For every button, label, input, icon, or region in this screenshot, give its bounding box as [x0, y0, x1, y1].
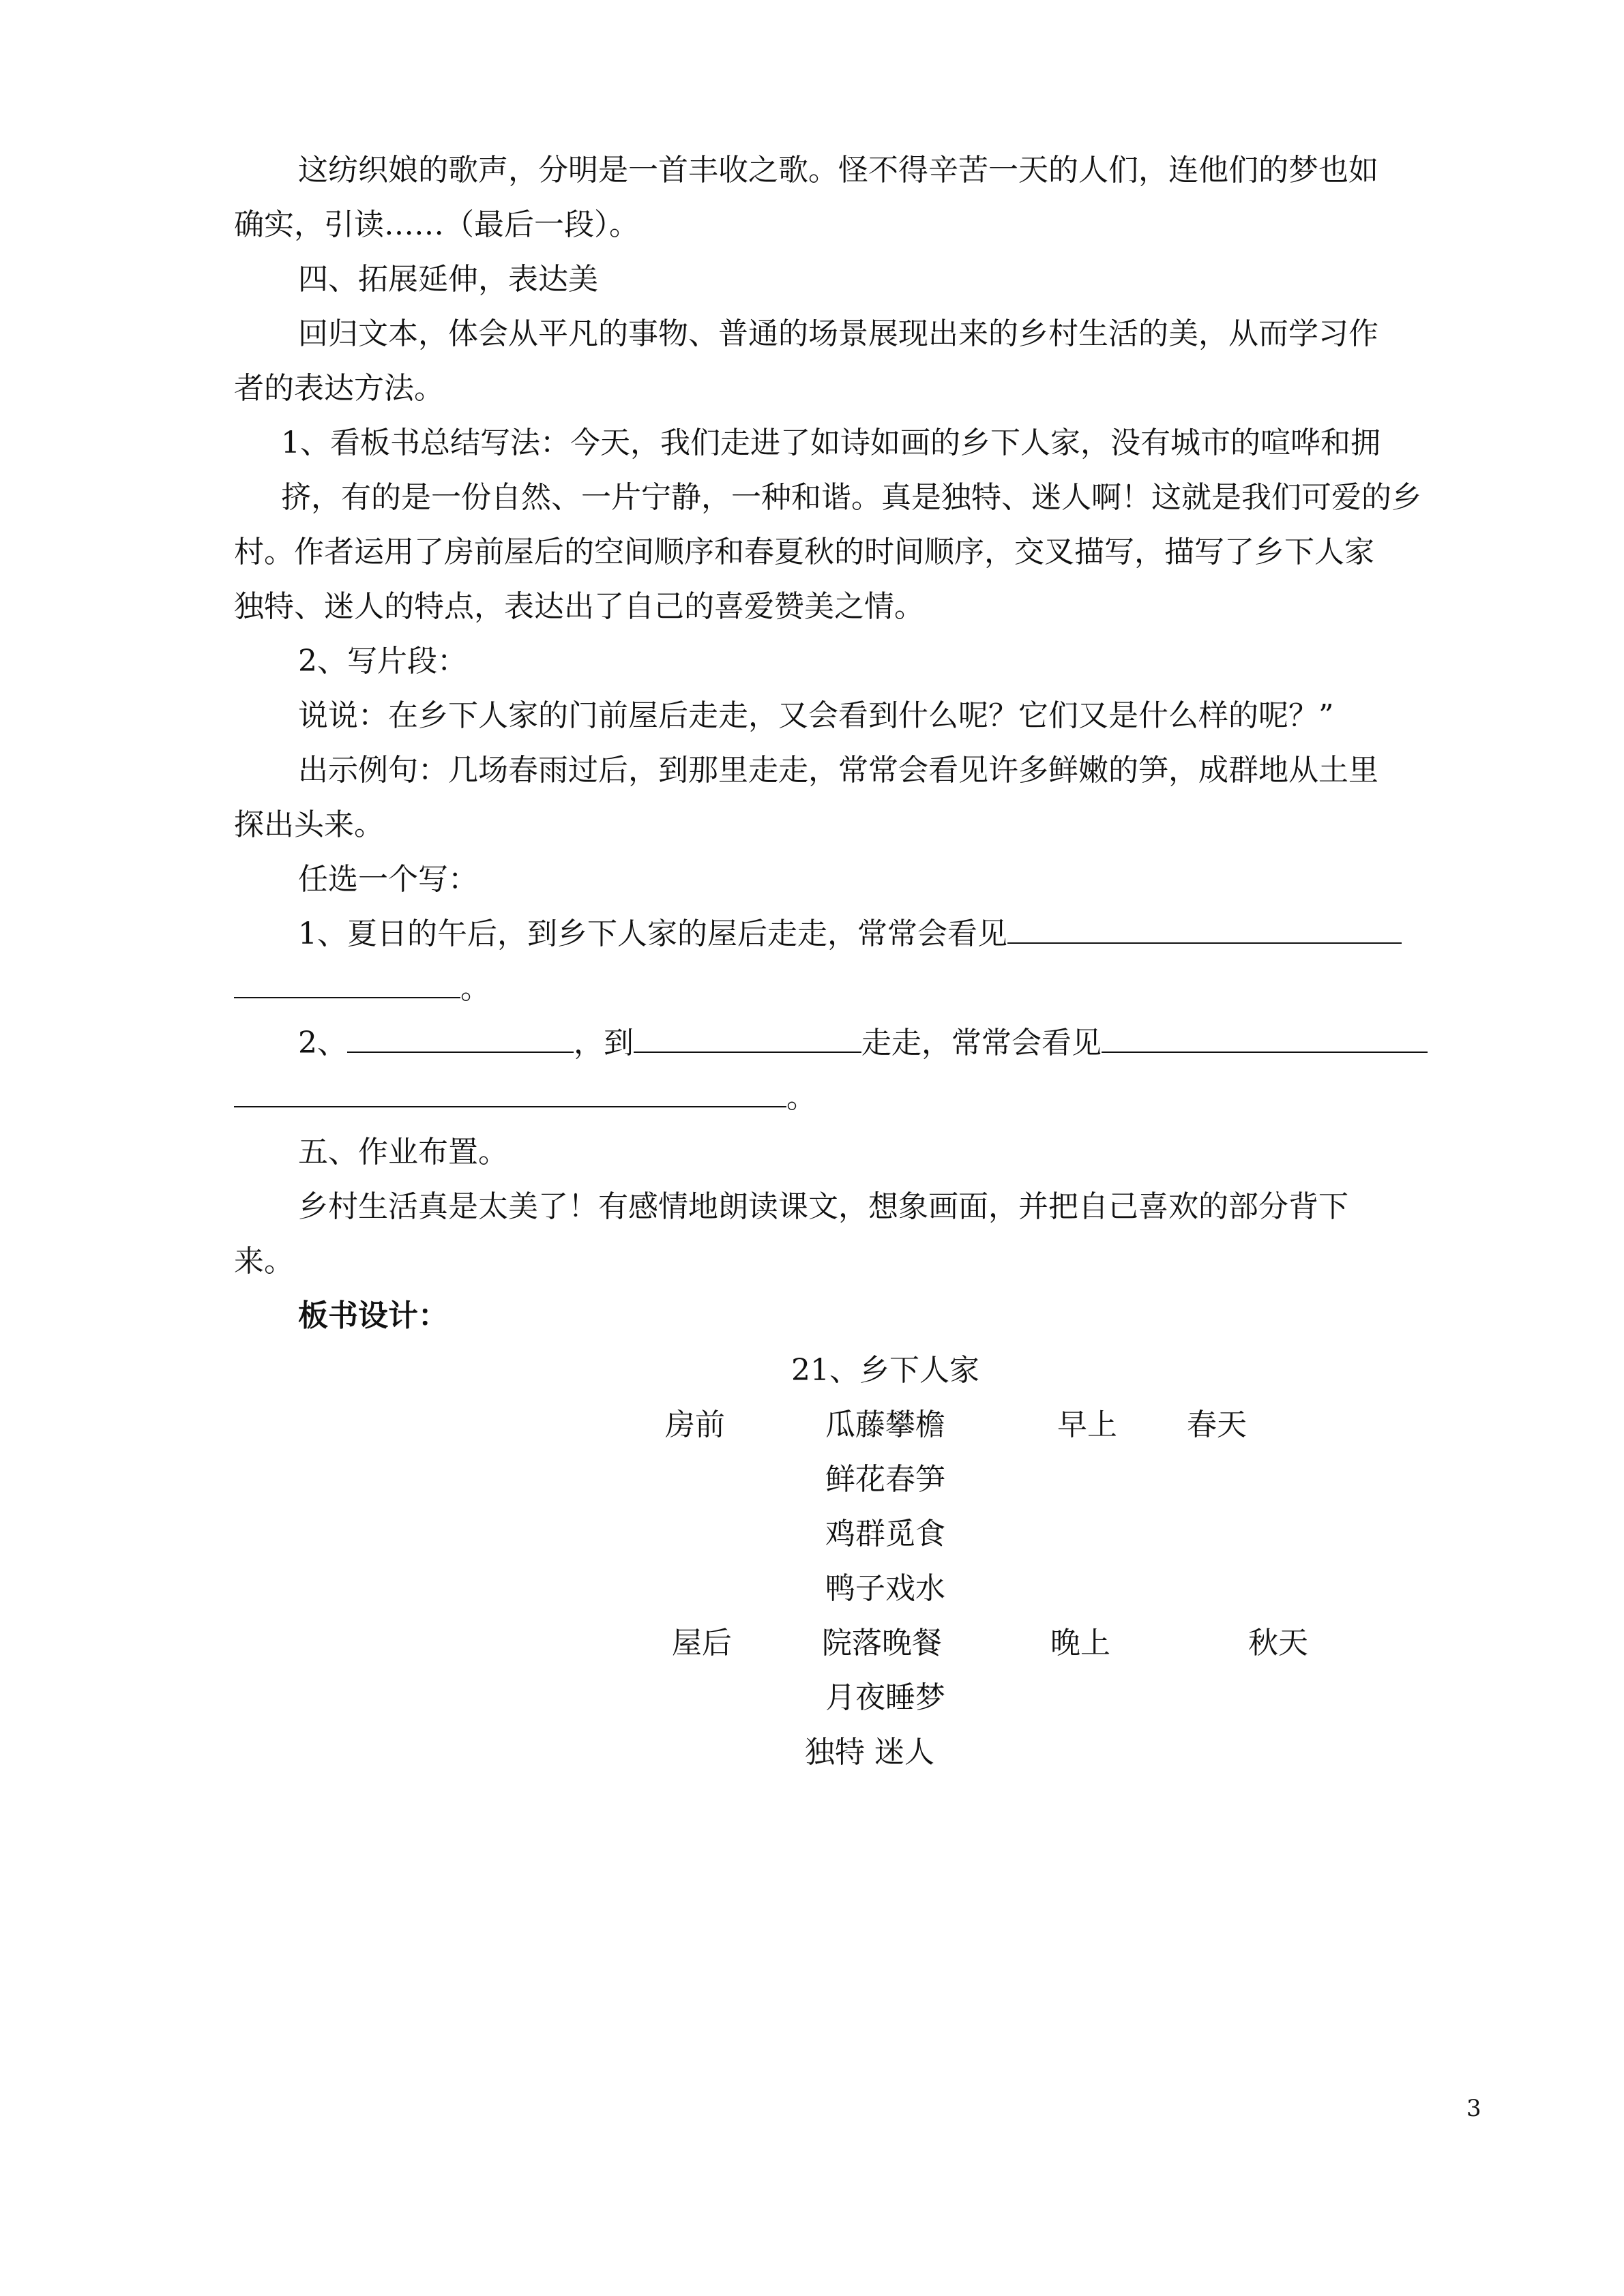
- exercise-2-continued: [234, 1079, 816, 1117]
- paragraph-line: 挤，有的是一份自然、一片宁静，一种和谐。真是独特、迷人啊！这就是我们可爱的乡: [281, 480, 1421, 515]
- paragraph-line: 任选一个写：: [298, 862, 478, 897]
- paragraph-line: 确实，引读……（最后一段）。: [234, 207, 639, 242]
- fill-blank: [234, 1079, 786, 1107]
- fill-blank: [634, 1024, 861, 1053]
- exercise-2-to: ，到: [574, 1026, 634, 1060]
- paragraph-line: 回归文本，体会从平凡的事物、普通的场景展现出来的乡村生活的美，从而学习作: [298, 316, 1378, 351]
- paragraph-line: 说说：在乡下人家的门前屋后走走，又会看到什么呢？它们又是什么样的呢？”: [298, 698, 1334, 733]
- board-spring: 春天: [1187, 1407, 1247, 1442]
- paragraph-line: 出示例句：几场春雨过后，到那里走走，常常会看见许多鲜嫩的笋，成群地从土里: [298, 753, 1378, 788]
- exercise-1-end: 。: [460, 971, 490, 1006]
- page-number: 3: [1466, 2095, 1481, 2122]
- exercise-2-end: 。: [786, 1080, 816, 1115]
- board-summary: 独特 迷人: [805, 1735, 934, 1770]
- fill-blank: [234, 970, 460, 998]
- paragraph-line: 来。: [234, 1244, 294, 1279]
- exercise-1-text: 1、夏日的午后，到乡下人家的屋后走走，常常会看见: [298, 916, 1007, 951]
- board-item: 鲜花春笋: [825, 1462, 945, 1497]
- board-heading: 板书设计：: [298, 1298, 448, 1333]
- paragraph-line: 乡村生活真是太美了！有感情地朗读课文，想象画面，并把自己喜欢的部分背下: [298, 1189, 1348, 1224]
- paragraph-line: 独特、迷人的特点，表达出了自己的喜爱赞美之情。: [234, 589, 924, 624]
- board-morning: 早上: [1057, 1407, 1117, 1442]
- paragraph-line: 2、写片段：: [298, 644, 467, 679]
- board-back: 屋后: [672, 1626, 732, 1660]
- board-autumn: 秋天: [1248, 1626, 1308, 1660]
- fill-blank: [1102, 1024, 1428, 1053]
- fill-blank: [347, 1024, 574, 1053]
- board-item: 鸡群觅食: [825, 1517, 945, 1551]
- exercise-2-walk: 走走，常常会看见: [861, 1026, 1102, 1060]
- paragraph-line: 1、看板书总结写法：今天，我们走进了如诗如画的乡下人家，没有城市的喧哗和拥: [281, 426, 1381, 460]
- paragraph-line: 探出头来。: [234, 807, 384, 842]
- exercise-1-continued: [234, 970, 490, 1008]
- section-heading: 五、作业布置。: [298, 1135, 508, 1169]
- board-item: 瓜藤攀檐: [825, 1407, 945, 1442]
- board-item: 院落晚餐: [822, 1626, 942, 1660]
- paragraph-line: 者的表达方法。: [234, 371, 444, 406]
- section-heading: 四、拓展延伸，表达美: [298, 262, 598, 297]
- board-evening: 晚上: [1050, 1626, 1110, 1660]
- exercise-1: [298, 915, 1402, 953]
- paragraph-line: 这纺织娘的歌声，分明是一首丰收之歌。怪不得辛苦一天的人们，连他们的梦也如: [298, 153, 1378, 188]
- exercise-2: [298, 1024, 1428, 1062]
- board-front: 房前: [665, 1407, 725, 1442]
- board-item: 鸭子戏水: [825, 1571, 945, 1606]
- paragraph-line: 村。作者运用了房前屋后的空间顺序和春夏秋的时间顺序，交叉描写，描写了乡下人家: [234, 535, 1374, 569]
- board-title: 21、乡下人家: [791, 1353, 979, 1388]
- board-item: 月夜睡梦: [825, 1680, 945, 1715]
- fill-blank: [1007, 915, 1402, 944]
- exercise-2-prefix: 2、: [298, 1026, 347, 1060]
